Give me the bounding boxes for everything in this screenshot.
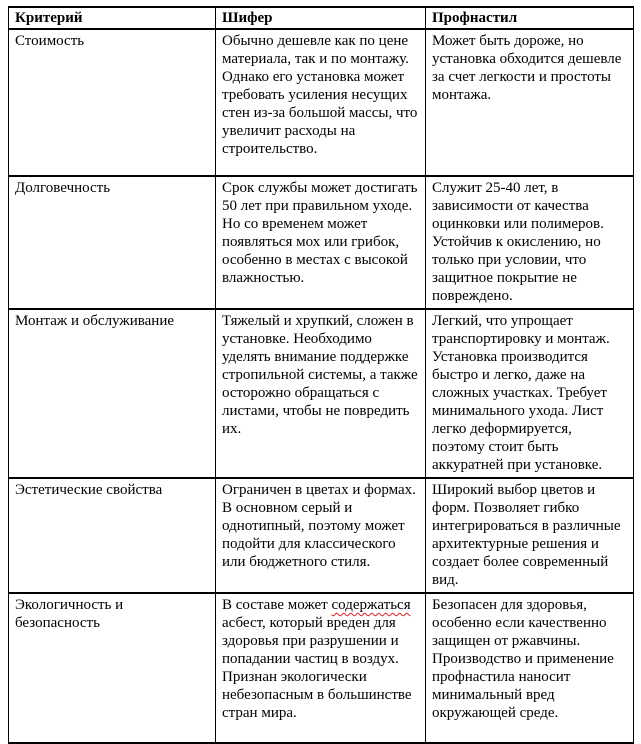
cell-shifer: Обычно дешевле как по цене материала, так и по монтажу. Однако его установка может требовать усиления несущих стен из-за большой массы, что увеличит расходы на строительство.	[216, 29, 426, 176]
cell-criterion: Долговечность	[9, 176, 216, 309]
cell-shifer: Срок службы может достигать 50 лет при правильном уходе. Но со временем может появляться мох или грибок, особенно в местах с высокой влажностью.	[216, 176, 426, 309]
table-header-row	[9, 7, 634, 29]
comparison-table	[8, 6, 634, 744]
cell-criterion: Монтаж и обслуживание	[9, 309, 216, 478]
cell-profnastil: Может быть дороже, но установка обходится дешевле за счет легкости и простоты монтажа.	[426, 29, 634, 176]
table-row-aesthetics	[9, 478, 634, 593]
cell-shifer: Ограничен в цветах и формах. В основном серый и однотипный, поэтому может подойти для классического или бюджетного стиля.	[216, 478, 426, 593]
cell-text-after: асбест, который вреден для здоровья при разрушении и попадании частиц в воздух. Признан экологически небезопасным в большинстве стран мира.	[222, 615, 412, 721]
cell-text-before: В составе может	[222, 597, 332, 613]
cell-profnastil: Широкий выбор цветов и форм. Позволяет гибко интегрироваться в различные архитектурные решения и создает более современный вид.	[426, 478, 634, 593]
column-header-profnastil: Профнастил	[426, 7, 634, 29]
spellcheck-misspelled-word: содержаться	[331, 597, 411, 613]
cell-profnastil: Служит 25-40 лет, в зависимости от качества оцинковки или полимеров. Устойчив к окислению, но только при условии, что защитное покрытие не повреждено.	[426, 176, 634, 309]
cell-criterion: Стоимость	[9, 29, 216, 176]
cell-shifer: Тяжелый и хрупкий, сложен в установке. Необходимо уделять внимание поддержке стропильной системы, а также осторожно обращаться с листами, чтобы не повредить их.	[216, 309, 426, 478]
cell-shifer	[216, 593, 426, 743]
column-header-criterion: Критерий	[9, 7, 216, 29]
column-header-shifer: Шифер	[216, 7, 426, 29]
cell-profnastil: Безопасен для здоровья, особенно если качественно защищен от ржавчины. Производство и применение профнастила наносит минимальный вред окружающей среде.	[426, 593, 634, 743]
table-row-cost	[9, 29, 634, 176]
table-row-ecology	[9, 593, 634, 743]
table-row-installation	[9, 309, 634, 478]
cell-criterion: Эстетические свойства	[9, 478, 216, 593]
table-row-durability	[9, 176, 634, 309]
cell-criterion: Экологичность и безопасность	[9, 593, 216, 743]
cell-profnastil: Легкий, что упрощает транспортировку и монтаж. Установка производится быстро и легко, даже на сложных участках. Требует минимального ухода. Лист легко деформируется, поэтому стоит быть аккуратней при установке.	[426, 309, 634, 478]
